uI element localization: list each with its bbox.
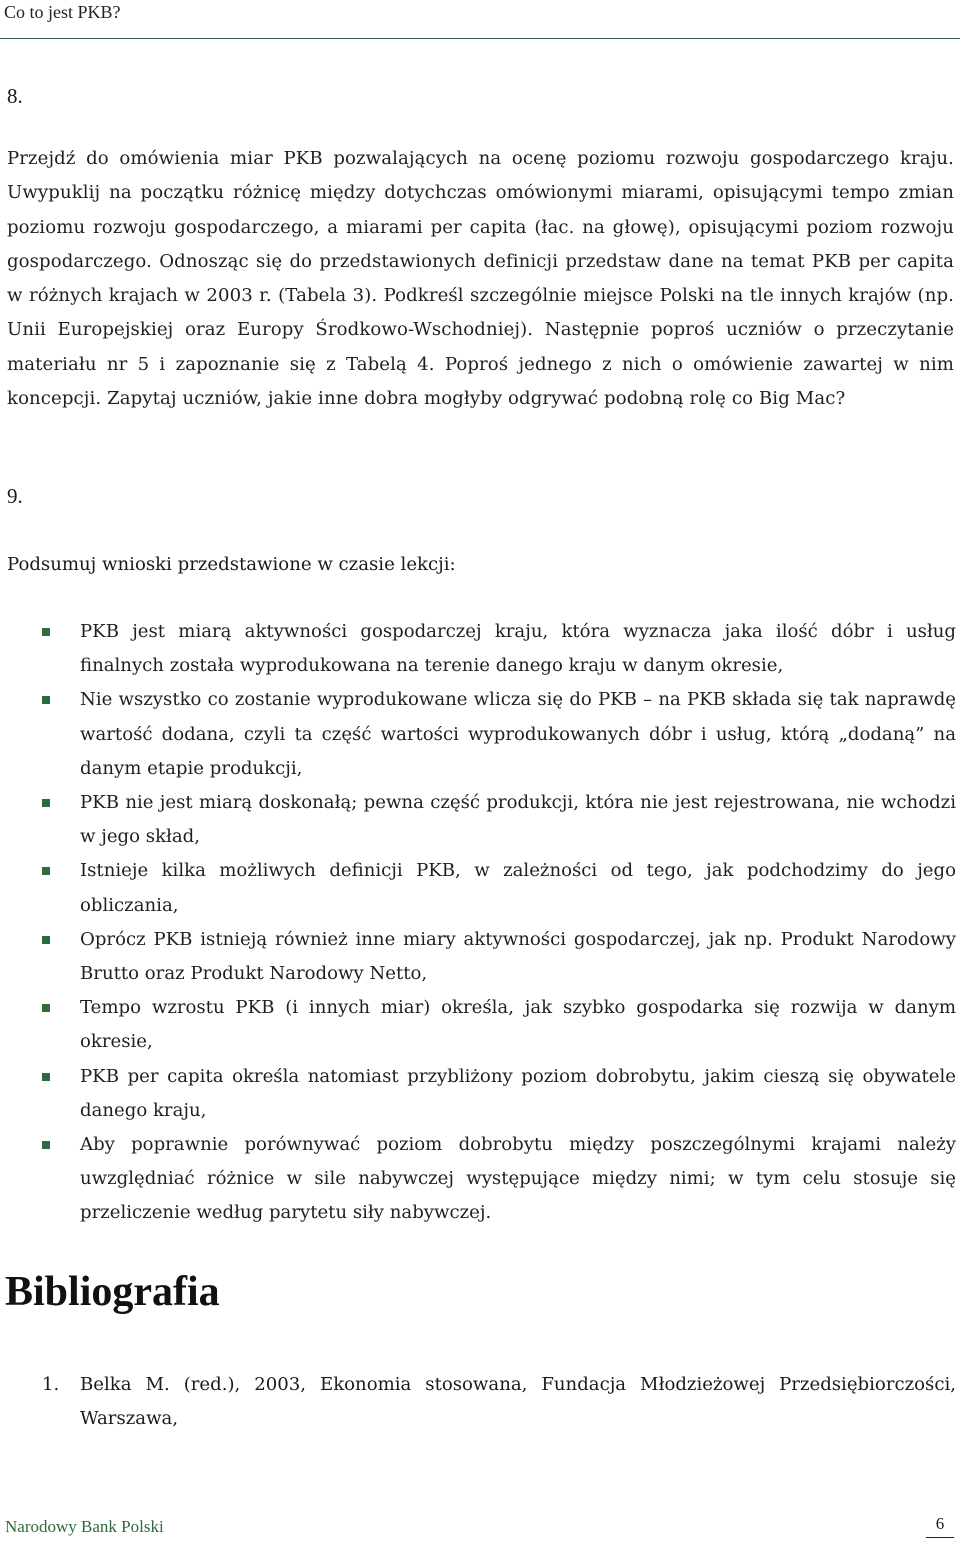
- list-item: [0, 683, 960, 786]
- running-title: Co to jest PKB?: [4, 2, 121, 22]
- square-bullet-icon: [42, 628, 50, 636]
- bibliography-heading: Bibliografia: [5, 1269, 220, 1315]
- list-item: [0, 1128, 960, 1231]
- bibliography-list: [0, 1368, 960, 1436]
- section-number-8: 8.: [7, 84, 23, 108]
- bullet-text: Istnieje kilka możliwych definicji PKB, w zależności od tego, jak podchodzimy do jego obliczania,: [80, 860, 956, 916]
- bullet-text: Tempo wzrostu PKB (i innych miar) określa, jak szybko gospodarka się rozwija w danym okresie,: [80, 997, 956, 1053]
- summary-bullet-list: [0, 615, 960, 1231]
- summary-lead: Podsumuj wnioski przedstawione w czasie lekcji:: [7, 554, 456, 575]
- list-item: [0, 923, 960, 991]
- entry-number: 1.: [42, 1374, 60, 1395]
- square-bullet-icon: [42, 1073, 50, 1081]
- bullet-text: Oprócz PKB istnieją również inne miary aktywności gospodarczej, jak np. Produkt Narodowy Brutto oraz Produkt Narodowy Netto,: [80, 928, 956, 985]
- square-bullet-icon: [42, 696, 50, 704]
- list-item: [0, 786, 960, 854]
- list-item: [0, 615, 960, 683]
- section-number-9: 9.: [7, 484, 23, 508]
- footer-publisher: Narodowy Bank Polski: [5, 1517, 164, 1536]
- page-number: 6: [926, 1514, 954, 1538]
- list-item: [0, 854, 960, 922]
- bullet-text: PKB nie jest miarą doskonałą; pewna część produkcji, która nie jest rejestrowana, nie wchodzi w jego skład,: [80, 792, 956, 848]
- bullet-text: Aby poprawnie porównywać poziom dobrobytu między poszczególnymi krajami należy uwzględniać różnice w sile nabywczej występujące między nimi; w tym celu stosuje się przeliczenie według parytetu siły nabywczej.: [80, 1134, 956, 1224]
- square-bullet-icon: [42, 799, 50, 807]
- bullet-text: Nie wszystko co zostanie wyprodukowane wlicza się do PKB – na PKB składa się tak naprawdę wartość dodana, czyli ta część wartości wyprodukowanych dóbr i usług, którą „dodaną” na danym etapie produkcji,: [80, 689, 956, 779]
- square-bullet-icon: [42, 1004, 50, 1012]
- list-item: [0, 1060, 960, 1128]
- page-header: [0, 0, 960, 39]
- bullet-text: PKB jest miarą aktywności gospodarczej kraju, która wyznacza jaka ilość dóbr i usług finalnych została wyprodukowana na terenie danego kraju w danym okresie,: [80, 621, 956, 677]
- bullet-text: PKB per capita określa natomiast przybliżony poziom dobrobytu, jakim cieszą się obywatele danego kraju,: [80, 1065, 956, 1121]
- square-bullet-icon: [42, 867, 50, 875]
- list-item: [0, 991, 960, 1059]
- section-8-paragraph: Przejdź do omówienia miar PKB pozwalających na ocenę poziomu rozwoju gospodarczego kraju. Uwypuklij na początku różnicę między dotychczas omówionymi miarami, opisującymi tempo zmian poziomu rozwoju gospodarczego, a miarami per capita (łac. na głowę), opisującymi poziom rozwoju gospodarczego. Odnosząc się do przedstawionych definicji przedstaw dane na temat PKB per capita w różnych krajach w 2003 r. (Tabela 3). Podkreśl szczególnie miejsce Polski na tle innych krajów (np. Unii Europejskiej oraz Europy Środkowo-Wschodniej). Następnie poproś uczniów o przeczytanie materiału nr 5 i zapoznanie się z Tabelą 4. Poproś jednego z nich o omówienie zawartej w nim koncepcji. Zapytaj uczniów, jakie inne dobra mogłyby odgrywać podobną rolę co Big Mac?: [7, 148, 954, 410]
- square-bullet-icon: [42, 936, 50, 944]
- square-bullet-icon: [42, 1141, 50, 1149]
- entry-text: Belka M. (red.), 2003, Ekonomia stosowana, Fundacja Młodzieżowej Przedsiębiorczości, Warszawa,: [80, 1374, 956, 1429]
- bibliography-entry: [0, 1368, 960, 1436]
